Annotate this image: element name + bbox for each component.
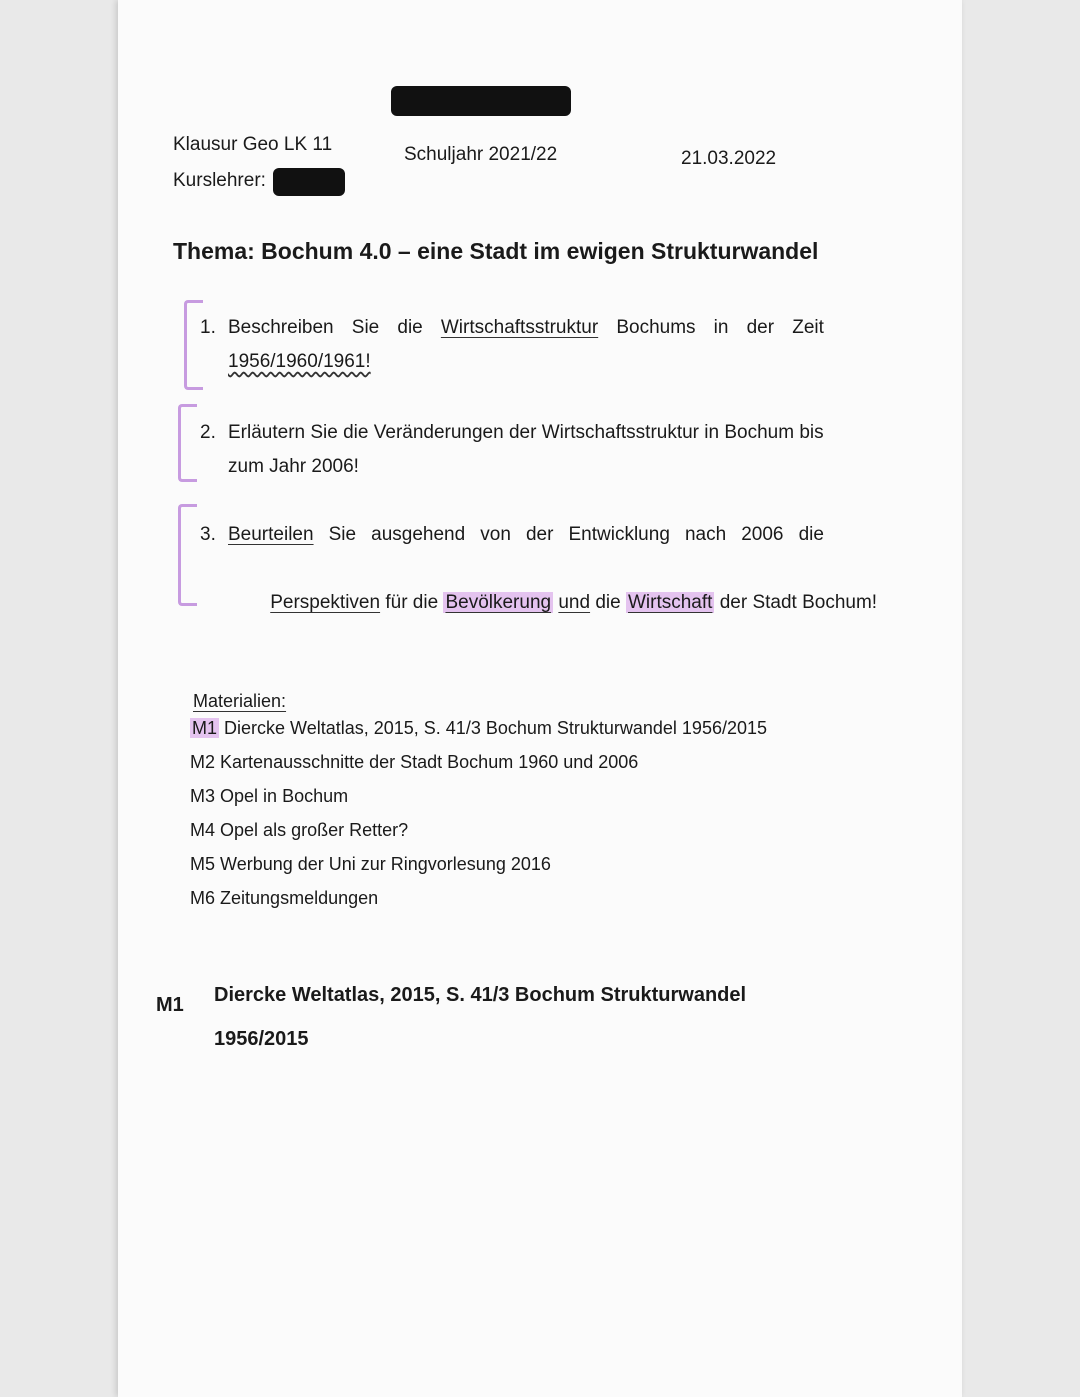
task-2-line-2: zum Jahr 2006! <box>228 456 359 477</box>
task-3-word: nach <box>684 524 727 545</box>
material-item <box>190 820 767 854</box>
task-2-number: 2. <box>200 422 216 443</box>
task-3-number: 3. <box>200 524 216 545</box>
task-3-word: Entwicklung <box>568 524 670 545</box>
task-3-word: 2006 <box>741 524 784 545</box>
m1-section-title-1: Diercke Weltatlas, 2015, S. 41/3 Bochum Strukturwandel <box>214 984 747 1006</box>
school-year: Schuljahr 2021/22 <box>404 144 558 165</box>
material-text: Kartenausschnitte der Stadt Bochum 1960 und 2006 <box>220 752 639 772</box>
material-text: Opel in Bochum <box>220 786 349 806</box>
material-text: Opel als großer Retter? <box>220 820 409 840</box>
task-3-word: Sie <box>328 524 357 545</box>
task-3-und: und <box>558 592 591 613</box>
task-1-word: der <box>746 317 775 338</box>
task-1-word: Wirtschaftsstruktur <box>440 317 599 338</box>
exam-sheet <box>118 0 962 1397</box>
material-code: M1 <box>192 718 218 738</box>
task-1-word: Beschreiben <box>228 317 334 338</box>
task-3-text: für die <box>380 592 444 613</box>
material-code: M5 <box>190 854 216 874</box>
task-3-word: Beurteilen <box>228 524 314 545</box>
task-1-number: 1. <box>200 317 216 338</box>
material-text: Diercke Weltatlas, 2015, S. 41/3 Bochum Strukturwandel 1956/2015 <box>224 718 768 738</box>
task-1-years: 1956/1960/1961! <box>228 351 371 372</box>
task-3-bevoelkerung: Bevölkerung <box>445 592 552 613</box>
material-code: M4 <box>190 820 216 840</box>
task-1-word: die <box>397 317 423 338</box>
material-item <box>190 888 767 922</box>
material-item <box>190 786 767 820</box>
task-1 <box>200 311 824 379</box>
task-1-word: Bochums <box>616 317 696 338</box>
m1-section-code: M1 <box>156 994 184 1016</box>
material-item <box>190 718 767 752</box>
task-1-word: Sie <box>351 317 380 338</box>
teacher-label: Kurslehrer: <box>173 170 266 191</box>
task-3-word: von <box>480 524 511 545</box>
task-3-perspektiven: Perspektiven <box>270 592 381 613</box>
task-3-word: ausgehend <box>371 524 466 545</box>
margin-bracket-3 <box>178 504 197 606</box>
materials-heading: Materialien: <box>193 691 287 711</box>
margin-bracket-2 <box>178 404 197 482</box>
task-3-word: der <box>525 524 554 545</box>
redacted-name-top <box>391 86 571 116</box>
material-code: M2 <box>190 752 216 772</box>
material-item <box>190 752 767 786</box>
task-2-line-1: Erläutern Sie die Veränderungen der Wirtschaftsstruktur in Bochum bis <box>228 422 824 443</box>
material-text: Werbung der Uni zur Ringvorlesung 2016 <box>220 854 551 874</box>
m1-section-title-2: 1956/2015 <box>214 1028 309 1050</box>
course-title: Klausur Geo LK 11 <box>173 134 333 155</box>
redacted-teacher-name <box>273 168 345 196</box>
materials-list <box>190 718 767 922</box>
task-3-wirtschaft: Wirtschaft <box>627 592 713 613</box>
task-2 <box>200 416 824 484</box>
task-1-word: in <box>713 317 729 338</box>
material-code: M3 <box>190 786 216 806</box>
material-text: Zeitungsmeldungen <box>220 888 379 908</box>
task-1-word: Zeit <box>792 317 824 338</box>
task-3 <box>200 518 877 654</box>
task-3-word: die <box>798 524 824 545</box>
material-code: M6 <box>190 888 216 908</box>
exam-theme: Thema: Bochum 4.0 – eine Stadt im ewigen Strukturwandel <box>173 238 819 264</box>
task-3-text: die <box>590 592 626 613</box>
material-item <box>190 854 767 888</box>
task-3-text: der Stadt Bochum! <box>714 592 878 613</box>
exam-date: 21.03.2022 <box>681 148 777 169</box>
